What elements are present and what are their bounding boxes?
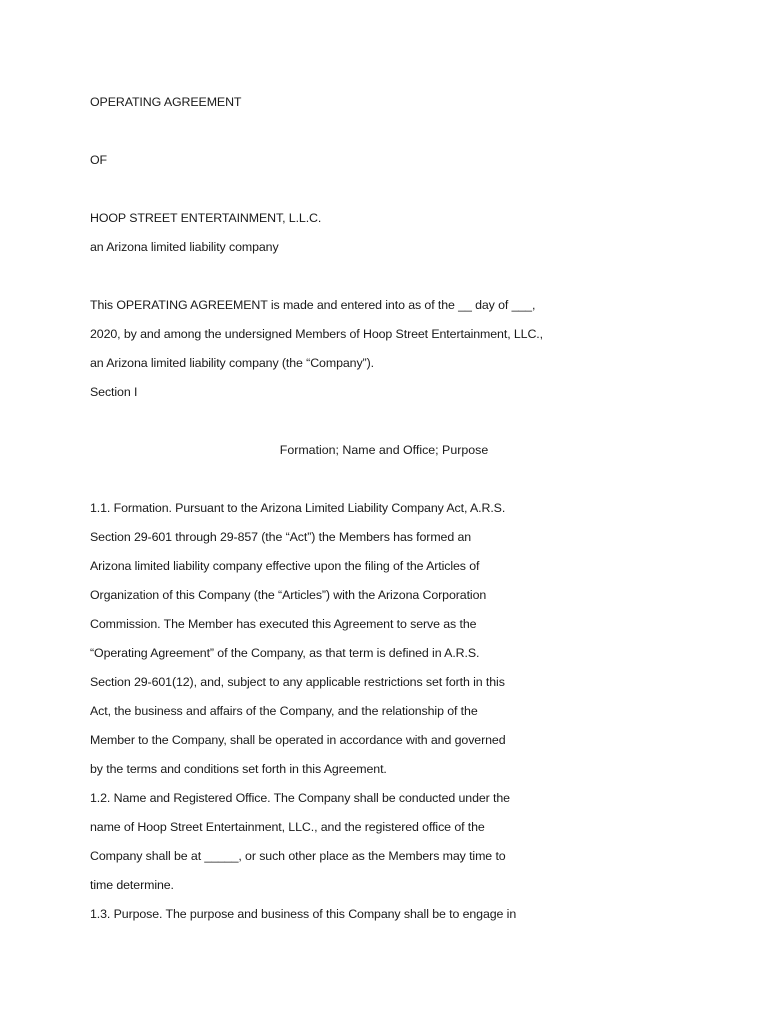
paragraph-1-1-line: Section 29-601(12), and, subject to any applicable restrictions set forth in this <box>90 675 505 689</box>
paragraph-1-2-line: name of Hoop Street Entertainment, LLC., and the registered office of the <box>90 820 485 834</box>
paragraph-1-3-line: 1.3. Purpose. The purpose and business of this Company shall be to engage in <box>90 907 517 921</box>
paragraph-1-1-line: by the terms and conditions set forth in this Agreement. <box>90 762 387 776</box>
paragraph-1-1-line: Organization of this Company (the “Articles”) with the Arizona Corporation <box>90 588 487 602</box>
paragraph-1-1-line: Commission. The Member has executed this Agreement to serve as the <box>90 617 477 631</box>
paragraph-1-1-line: Section 29-601 through 29-857 (the “Act”) the Members has formed an <box>90 530 472 544</box>
paragraph-1-2-line: time determine. <box>90 878 174 892</box>
paragraph-1-2-line: 1.2. Name and Registered Office. The Company shall be conducted under the <box>90 791 510 805</box>
title-line-2: OF <box>90 153 108 167</box>
paragraph-1-1-line: “Operating Agreement” of the Company, as that term is defined in A.R.S. <box>90 646 480 660</box>
paragraph-1-1-line: Act, the business and affairs of the Company, and the relationship of the <box>90 704 478 718</box>
paragraph-1-2-line: Company shall be at _____, or such other place as the Members may time to <box>90 849 506 863</box>
intro-line: 2020, by and among the undersigned Members of Hoop Street Entertainment, LLC., <box>90 327 543 341</box>
section-heading: Formation; Name and Office; Purpose <box>279 443 489 457</box>
intro-line: an Arizona limited liability company (the “Company”). <box>90 356 374 370</box>
section-label: Section I <box>90 385 138 399</box>
title-line-1: OPERATING AGREEMENT <box>90 95 242 109</box>
paragraph-1-1-line: Arizona limited liability company effective upon the filing of the Articles of <box>90 559 480 573</box>
company-name: HOOP STREET ENTERTAINMENT, L.L.C. <box>90 211 322 225</box>
paragraph-1-1-line: 1.1. Formation. Pursuant to the Arizona Limited Liability Company Act, A.R.S. <box>90 501 506 515</box>
paragraph-1-1-line: Member to the Company, shall be operated in accordance with and governed <box>90 733 506 747</box>
intro-line: This OPERATING AGREEMENT is made and entered into as of the __ day of ___, <box>90 298 536 312</box>
company-description: an Arizona limited liability company <box>90 240 279 254</box>
